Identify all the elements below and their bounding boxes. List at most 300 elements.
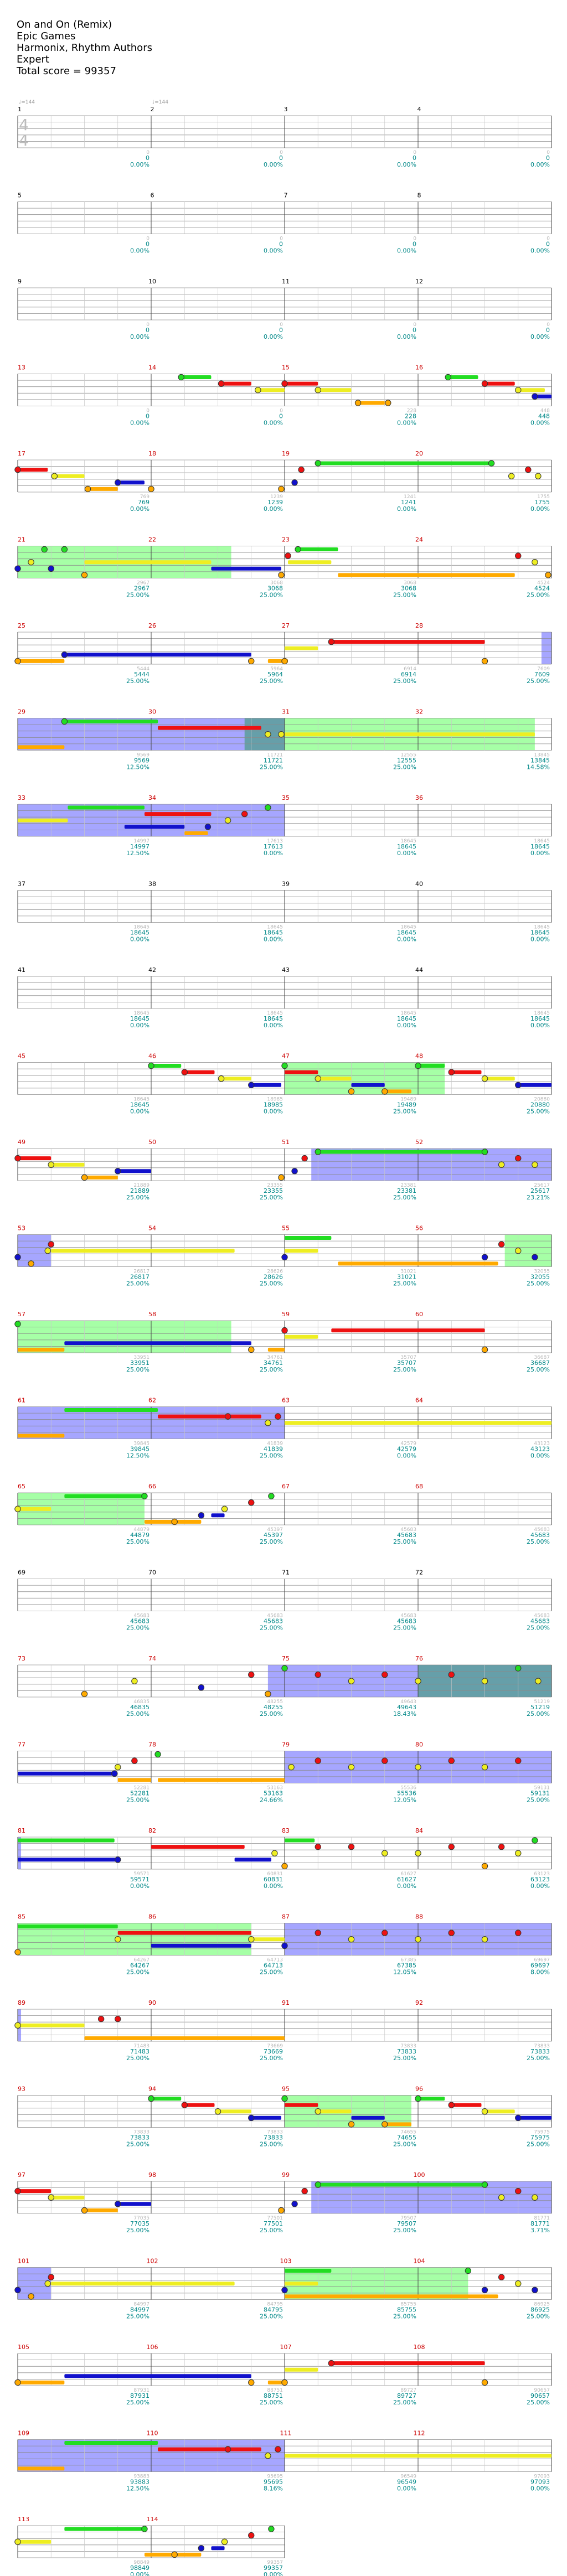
tick-label: 45683 [534, 1613, 550, 1619]
yellow-note [15, 2539, 20, 2544]
measure-number: 74 [148, 1655, 156, 1662]
measure-number: 85 [18, 1913, 25, 1921]
red-sustain [151, 1845, 245, 1849]
measure-percent: 0.00% [264, 935, 283, 943]
blue-sustain [211, 567, 281, 571]
green-note [269, 2526, 274, 2532]
green-note [61, 546, 67, 552]
measure-number: 12 [415, 278, 423, 285]
measure-score: 77035 [130, 2220, 150, 2227]
tick-label: 53163 [267, 1785, 283, 1791]
red-note [516, 553, 521, 558]
tick-label: 44879 [133, 1527, 150, 1533]
yellow-note [516, 1850, 521, 1856]
measure-percent: 0.00% [397, 419, 416, 427]
measure-percent: 25.00% [260, 1538, 283, 1545]
measure-number: 10 [148, 278, 156, 285]
staff-row [18, 364, 551, 427]
yellow-sustain [485, 1077, 515, 1080]
orange-note [355, 400, 360, 406]
measure-number: 73 [18, 1655, 25, 1662]
green-sustain [298, 547, 338, 551]
tick-label: 45683 [534, 1527, 550, 1533]
measure-score: 17613 [264, 843, 283, 850]
measure-score: 59131 [530, 1789, 550, 1797]
measure-number: 62 [148, 1396, 156, 1404]
measure-number: 69 [18, 1569, 25, 1576]
orange-note [279, 486, 284, 492]
measure-percent: 0.00% [130, 1108, 150, 1115]
tick-label: 69697 [534, 1957, 550, 1963]
staff-row [18, 1655, 551, 1718]
measure-score: 67385 [397, 1962, 416, 1969]
measure-score: 18645 [397, 929, 416, 937]
tick-label: 20880 [534, 1096, 550, 1103]
yellow-note [15, 1506, 20, 1512]
measure-percent: 0.00% [397, 2485, 416, 2492]
yellow-note [348, 1937, 354, 1942]
measure-score: 11721 [264, 757, 283, 764]
measure-score: 45683 [530, 1532, 550, 1539]
orange-sustain [18, 1434, 64, 1437]
measure-score: 18645 [130, 929, 150, 937]
measure-percent: 25.00% [527, 2399, 550, 2406]
green-sustain [418, 2097, 445, 2101]
yellow-note [132, 1678, 137, 1684]
measure-percent: 25.00% [260, 1710, 283, 1718]
orange-note [385, 400, 391, 406]
measure-number: 4 [417, 106, 421, 113]
red-note [249, 1672, 254, 1677]
measure-number: 68 [415, 1483, 423, 1490]
measure-score: 60831 [264, 1876, 283, 1883]
measure-number: 88 [415, 1913, 423, 1921]
measure-score: 2967 [134, 584, 150, 592]
measure-number: 2 [150, 106, 154, 113]
measure-score: 0 [146, 154, 150, 162]
measure-percent: 25.00% [527, 591, 550, 599]
tick-label: 51219 [534, 1699, 550, 1705]
measure-number: 16 [415, 364, 423, 371]
red-sustain [485, 382, 515, 386]
orange-note [482, 658, 487, 664]
yellow-note [348, 1678, 354, 1684]
measure-number: 15 [282, 364, 290, 371]
orange-sustain [285, 2294, 498, 2298]
blue-note [48, 566, 54, 571]
yellow-note [516, 2281, 521, 2287]
tick-label: 77501 [267, 2216, 283, 2221]
measure-score: 7609 [534, 671, 550, 678]
tick-label: 11721 [267, 752, 283, 758]
orange-note [482, 1347, 487, 1352]
measure-score: 46835 [130, 1704, 150, 1711]
blue-note [15, 566, 20, 571]
tick-label: 23381 [400, 1183, 416, 1188]
measure-score: 18645 [130, 1101, 150, 1109]
orange-note [282, 1863, 287, 1869]
tick-label: 95695 [267, 2474, 283, 2480]
measure-score: 31021 [397, 1273, 416, 1281]
yellow-sustain [18, 1507, 51, 1511]
staff-row [18, 881, 551, 943]
measure-percent: 0.00% [397, 161, 416, 168]
measure-number: 91 [282, 1999, 290, 2006]
red-note [249, 2532, 254, 2538]
staff-row [15, 2258, 551, 2320]
measure-percent: 0.00% [530, 247, 550, 255]
measure-percent: 0.00% [130, 333, 150, 340]
measure-score: 85755 [397, 2306, 416, 2314]
red-note [132, 1758, 137, 1763]
measure-number: 58 [148, 1311, 156, 1318]
green-note [269, 1493, 274, 1499]
green-sustain [318, 462, 491, 465]
tick-label: 4524 [537, 580, 550, 586]
measure-score: 1239 [267, 499, 283, 506]
blue-note [282, 2287, 287, 2293]
red-note [449, 1069, 454, 1075]
tick-label: 228 [406, 408, 416, 414]
measure-number: 67 [282, 1483, 290, 1490]
orange-note [81, 1175, 87, 1180]
yellow-note [415, 1850, 421, 1856]
green-sustain [64, 2527, 145, 2531]
tick-label: 3068 [404, 580, 416, 586]
staff-row [18, 1741, 551, 1804]
measure-number: 28 [415, 622, 423, 629]
measure-number: 19 [282, 450, 290, 457]
measure-score: 769 [138, 499, 150, 506]
yellow-note [482, 1937, 487, 1942]
tick-label: 21889 [133, 1183, 150, 1188]
tick-label: 0 [146, 236, 150, 242]
measure-percent: 25.00% [126, 1710, 150, 1718]
tick-label: 18985 [267, 1096, 283, 1103]
yellow-sustain [518, 388, 545, 392]
measure-percent: 25.00% [527, 2055, 550, 2062]
blue-sustain [18, 1772, 115, 1776]
measure-score: 49643 [397, 1704, 416, 1711]
green-sustain [64, 1408, 158, 1412]
red-sustain [331, 640, 484, 644]
blue-sustain [352, 2116, 385, 2120]
tick-label: 769 [140, 494, 150, 500]
green-note [315, 2182, 321, 2187]
measure-percent: 25.00% [527, 2313, 550, 2320]
blue-note [282, 1254, 287, 1260]
tick-label: 64267 [133, 1957, 150, 1963]
measure-number: 76 [415, 1655, 423, 1662]
measure-percent: 0.00% [530, 850, 550, 857]
red-note [382, 1758, 388, 1763]
solo-section [505, 1235, 551, 1267]
tick-label: 73833 [534, 2044, 550, 2049]
yellow-sustain [51, 1249, 234, 1253]
tick-label: 89727 [400, 2388, 416, 2393]
measure-percent: 0.00% [264, 505, 283, 513]
measure-score: 93883 [130, 2478, 150, 2486]
red-note [275, 2446, 281, 2452]
measure-percent: 25.00% [393, 763, 416, 771]
song-title: On and On (Remix) [17, 19, 112, 30]
red-note [516, 1930, 521, 1936]
time-signature-denominator: 4 [19, 131, 29, 149]
orange-sustain [385, 1089, 411, 1093]
measure-percent: 0.00% [530, 1882, 550, 1890]
red-note [315, 1758, 321, 1763]
measure-percent: 0.00% [264, 1022, 283, 1029]
measure-number: 60 [415, 1311, 423, 1318]
measure-percent: 25.00% [126, 1968, 150, 1976]
measure-percent: 25.00% [126, 1624, 150, 1632]
measure-number: 34 [148, 794, 156, 801]
measure-score: 63123 [530, 1876, 550, 1883]
measure-number: 35 [282, 794, 290, 801]
measure-number: 80 [415, 1741, 423, 1749]
yellow-sustain [285, 1249, 318, 1253]
red-note [482, 381, 487, 386]
measure-number: 36 [415, 794, 423, 801]
red-note [15, 467, 20, 472]
tick-label: 74655 [400, 2129, 416, 2135]
blue-note [249, 1082, 254, 1088]
measure-percent: 0.00% [397, 935, 416, 943]
blue-sustain [64, 2374, 251, 2378]
blue-note [115, 2201, 121, 2207]
green-sustain [64, 1494, 145, 1498]
tick-label: 18645 [133, 1096, 150, 1103]
tick-label: 0 [280, 150, 283, 156]
measure-score: 71483 [130, 2048, 150, 2055]
measure-score: 73833 [397, 2048, 416, 2055]
measure-percent: 0.00% [130, 161, 150, 168]
measure-score: 55536 [397, 1789, 416, 1797]
measure-score: 0 [546, 240, 550, 248]
orange-sustain [184, 831, 208, 835]
orange-sustain [338, 573, 514, 577]
measure-percent: 0.00% [130, 1022, 150, 1029]
tick-label: 60831 [267, 1871, 283, 1877]
green-note [282, 1665, 287, 1671]
yellow-note [272, 1850, 277, 1856]
tick-label: 18645 [400, 839, 416, 844]
measure-percent: 8.00% [530, 1968, 550, 1976]
measure-percent: 25.00% [260, 591, 283, 599]
green-note [415, 1063, 421, 1068]
yellow-note [28, 560, 34, 565]
red-note [282, 381, 287, 386]
measure-percent: 0.00% [264, 1108, 283, 1115]
tick-label: 41839 [267, 1441, 283, 1447]
yellow-sustain [285, 1335, 318, 1339]
measure-score: 64267 [130, 1962, 150, 1969]
tick-label: 14997 [133, 839, 150, 844]
measure-score: 34761 [264, 1359, 283, 1367]
measure-score: 1755 [534, 499, 550, 506]
tick-label: 18645 [534, 839, 550, 844]
measure-number: 83 [282, 1827, 290, 1834]
measure-percent: 0.00% [264, 419, 283, 427]
orange-note [545, 572, 551, 578]
tick-label: 0 [280, 408, 283, 414]
measure-score: 0 [146, 412, 150, 420]
yellow-note [48, 1162, 54, 1167]
tick-label: 28626 [267, 1269, 283, 1275]
tick-label: 35707 [400, 1355, 416, 1361]
tick-label: 0 [547, 322, 550, 328]
yellow-sustain [258, 388, 285, 392]
yellow-sustain [221, 1077, 251, 1080]
orange-sustain [118, 1778, 151, 1782]
measure-percent: 0.00% [530, 161, 550, 168]
orange-note [482, 1863, 487, 1869]
measure-score: 36687 [530, 1359, 550, 1367]
tick-label: 17613 [267, 839, 283, 844]
staff-row [18, 2086, 551, 2148]
tick-label: 0 [280, 322, 283, 328]
measure-percent: 25.00% [527, 2140, 550, 2148]
blue-note [532, 2287, 538, 2293]
measure-score: 0 [146, 240, 150, 248]
blue-note [115, 1857, 121, 1863]
green-sustain [151, 1064, 181, 1068]
yellow-sustain [51, 2282, 234, 2285]
blue-note [292, 480, 297, 485]
overdrive-section [542, 632, 551, 664]
measure-number: 53 [18, 1224, 25, 1232]
measure-number: 45 [18, 1052, 25, 1060]
orange-note [382, 2122, 388, 2127]
green-note [516, 1665, 521, 1671]
measure-number: 3 [284, 106, 288, 113]
red-note [328, 639, 334, 644]
blue-note [15, 2287, 20, 2293]
measure-score: 0 [146, 327, 150, 334]
measure-percent: 0.00% [397, 850, 416, 857]
measure-score: 53163 [264, 1789, 283, 1797]
yellow-note [265, 2453, 271, 2459]
measure-score: 44879 [130, 1532, 150, 1539]
red-note [249, 1499, 254, 1505]
blue-sustain [151, 1944, 251, 1948]
orange-note [279, 572, 284, 578]
red-sustain [158, 726, 261, 730]
tick-label: 61627 [400, 1871, 416, 1877]
tick-label: 7609 [537, 666, 550, 672]
measure-score: 4524 [534, 584, 550, 592]
measure-number: 52 [415, 1139, 423, 1146]
blue-note [198, 1685, 204, 1690]
red-sustain [451, 1070, 481, 1074]
yellow-sustain [51, 1163, 84, 1167]
blue-sustain [18, 1858, 118, 1861]
tick-label: 18645 [400, 1011, 416, 1016]
tick-label: 0 [280, 236, 283, 242]
measure-number: 90 [148, 1999, 156, 2006]
yellow-sustain [285, 646, 318, 650]
measure-score: 0 [279, 327, 283, 334]
measure-percent: 0.00% [264, 1882, 283, 1890]
tick-label: 45683 [133, 1613, 150, 1619]
measure-percent: 0.00% [397, 505, 416, 513]
staff-row [15, 2516, 285, 2576]
red-note [516, 1155, 521, 1161]
tick-label: 77035 [133, 2216, 150, 2221]
measure-score: 81771 [530, 2220, 550, 2227]
measure-number: 104 [413, 2257, 425, 2265]
measure-percent: 25.00% [527, 1366, 550, 1373]
measure-score: 23355 [264, 1187, 283, 1194]
staff-row [18, 1827, 551, 1890]
measure-percent: 25.00% [527, 1108, 550, 1115]
yellow-note [221, 2539, 227, 2544]
measure-number: 33 [18, 794, 25, 801]
measure-percent: 25.00% [126, 1194, 150, 1201]
measure-score: 25617 [530, 1187, 550, 1194]
tick-label: 5444 [137, 666, 150, 672]
tick-label: 55536 [400, 1785, 416, 1791]
orange-sustain [85, 1176, 118, 1180]
measure-percent: 0.00% [130, 935, 150, 943]
yellow-note [221, 1506, 227, 1512]
red-note [498, 1844, 504, 1849]
measure-percent: 0.00% [130, 419, 150, 427]
staff-row [15, 1913, 551, 1976]
yellow-note [48, 2195, 54, 2200]
yellow-note [288, 1765, 294, 1770]
orange-note [81, 1691, 87, 1696]
measure-score: 33951 [130, 1359, 150, 1367]
tick-label: 0 [146, 322, 150, 328]
measure-percent: 25.00% [260, 2399, 283, 2406]
tick-label: 45683 [400, 1527, 416, 1533]
tick-label: 84997 [133, 2301, 150, 2308]
yellow-note [115, 1937, 121, 1942]
measure-percent: 0.00% [130, 2571, 150, 2576]
green-note [488, 461, 494, 466]
green-note [142, 1493, 147, 1499]
yellow-note [315, 387, 321, 393]
measure-percent: 25.00% [260, 1968, 283, 1976]
measure-number: 95 [282, 2085, 290, 2093]
measure-percent: 25.00% [527, 1796, 550, 1804]
red-sustain [331, 1328, 484, 1332]
yellow-note [532, 2195, 538, 2200]
tick-label: 71483 [133, 2044, 150, 2049]
tick-label: 73833 [400, 2044, 416, 2049]
time-signature-numerator: 4 [19, 116, 29, 134]
tick-label: 52281 [133, 1785, 150, 1791]
measure-percent: 25.00% [260, 1280, 283, 1287]
measure-score: 96549 [397, 2478, 416, 2486]
green-sustain [285, 1236, 331, 1240]
orange-note [249, 1347, 254, 1352]
measure-percent: 25.00% [126, 1366, 150, 1373]
measure-score: 45683 [397, 1617, 416, 1625]
measure-percent: 12.05% [393, 1968, 416, 1976]
yellow-note [498, 2195, 504, 2200]
tick-label: 85755 [400, 2301, 416, 2308]
tick-label: 12555 [400, 752, 416, 758]
measure-score: 18645 [530, 843, 550, 850]
tick-label: 1241 [404, 494, 416, 500]
orange-sustain [18, 659, 64, 663]
measure-score: 73833 [530, 2048, 550, 2055]
measure-score: 14997 [130, 843, 150, 850]
blue-note [249, 2115, 254, 2120]
measure-score: 0 [546, 327, 550, 334]
